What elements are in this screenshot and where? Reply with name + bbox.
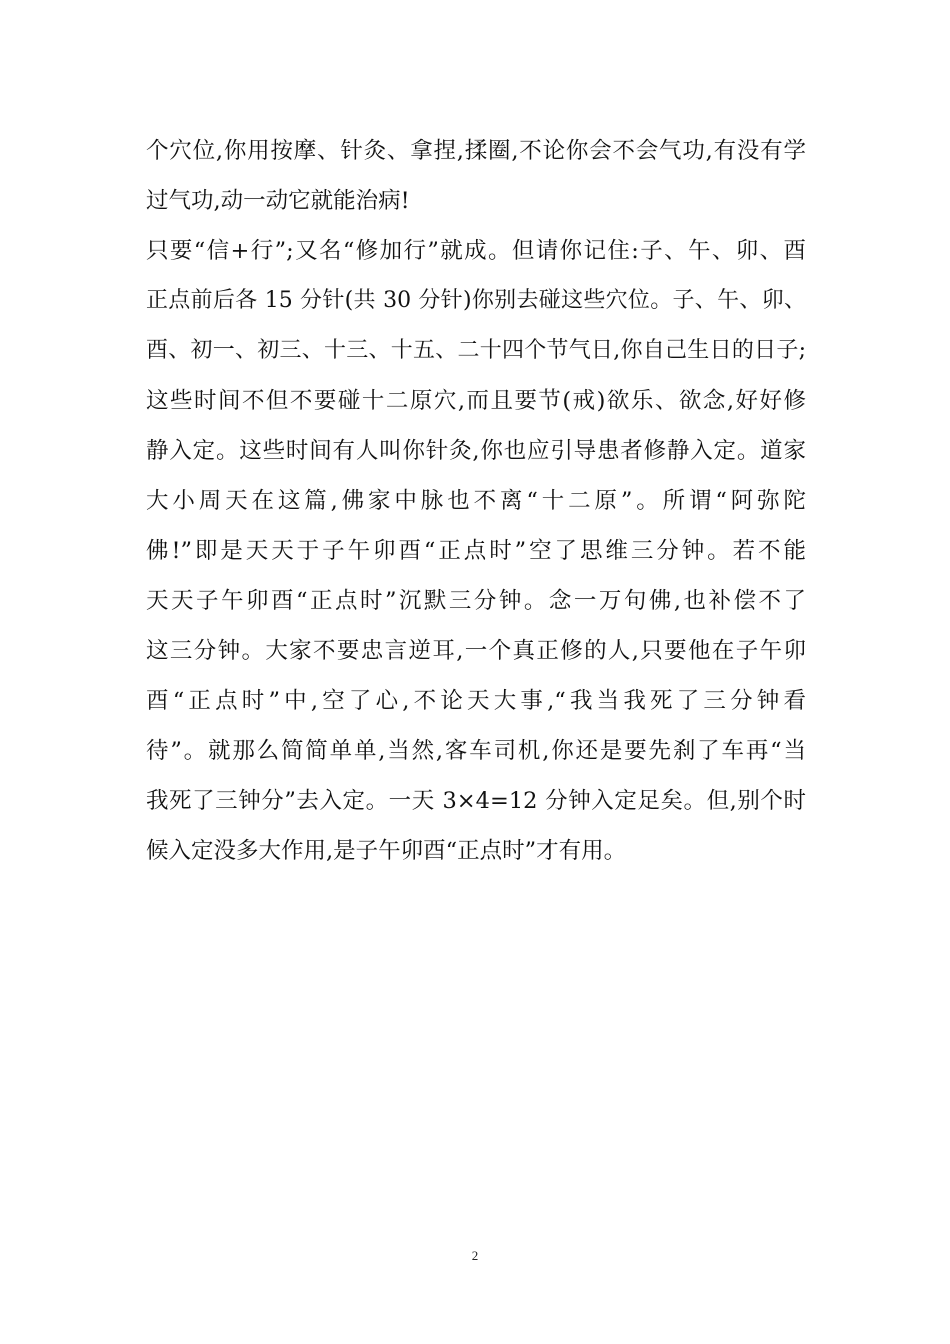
page-number: 2: [471, 1248, 479, 1263]
text-line: 过气功,动一动它就能治病!: [146, 188, 410, 214]
body-text: [146, 126, 806, 876]
text-line: 待”。就那么简简单单,当然,客车司机,你还是要先刹了车再“当: [146, 738, 806, 764]
text-line: 天天子午卯酉“正点时”沉默三分钟。念一万句佛,也补偿不了: [146, 588, 806, 614]
text-line: 正点前后各 15 分针(共 30 分针)你别去碰这些穴位。子、午、卯、: [146, 288, 806, 313]
text-line: 候入定没多大作用,是子午卯酉“正点时”才有用。: [146, 838, 627, 864]
text-line: 这些时间不但不要碰十二原穴,而且要节(戒)欲乐、欲念,好好修: [146, 388, 806, 414]
text-line: 只要“信+行”;又名“修加行”就成。但请你记住:子、午、卯、酉: [146, 238, 806, 264]
text-line: 静入定。这些时间有人叫你针灸,你也应引导患者修静入定。道家: [146, 438, 806, 464]
text-line: 佛!”即是天天于子午卯酉“正点时”空了思维三分钟。若不能: [146, 538, 806, 564]
text-line: 我死了三钟分”去入定。一天 3×4=12 分钟入定足矣。但,别个时: [146, 788, 806, 814]
text-line: 酉、初一、初三、十三、十五、二十四个节气日,你自己生日的日子;: [146, 338, 806, 363]
text-line: 个穴位,你用按摩、针灸、拿捏,揉圈,不论你会不会气功,有没有学: [146, 138, 806, 164]
text-line: 这三分钟。大家不要忠言逆耳,一个真正修的人,只要他在子午卯: [146, 638, 806, 664]
text-line: 大小周天在这篇,佛家中脉也不离“十二原”。所谓“阿弥陀: [146, 488, 806, 514]
text-line: 酉“正点时”中,空了心,不论天大事,“我当我死了三分钟看: [146, 688, 806, 714]
